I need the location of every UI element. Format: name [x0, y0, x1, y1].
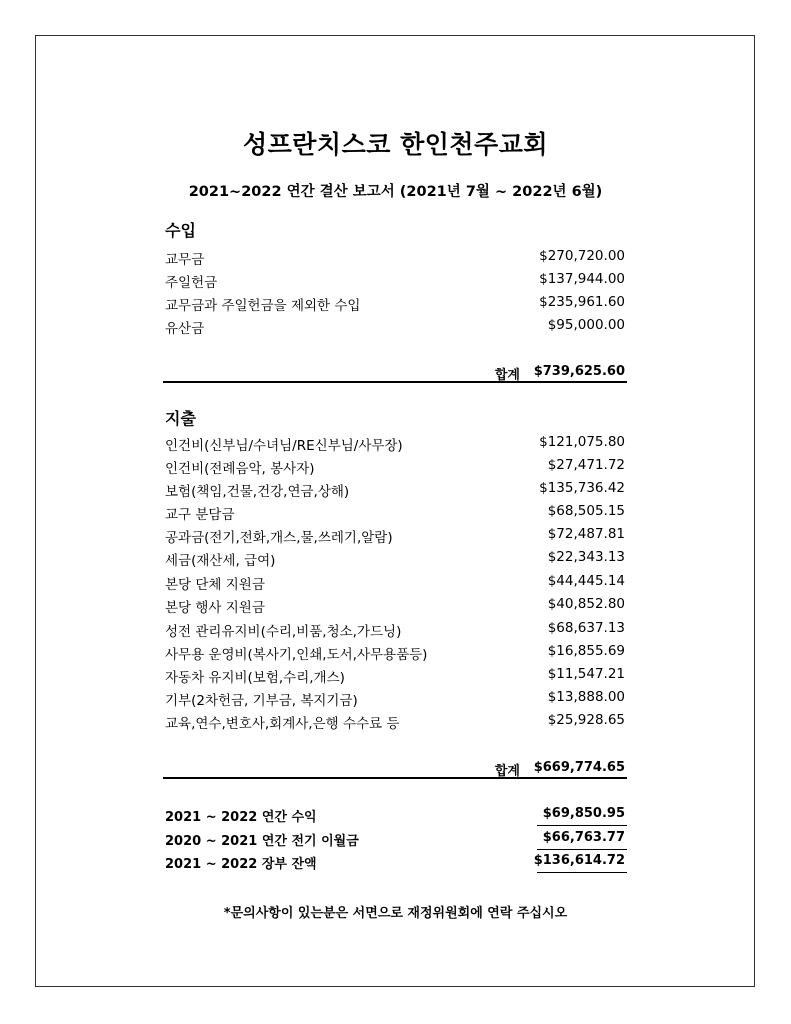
income-total-label: 합계: [494, 368, 520, 383]
summary-row: [165, 830, 625, 852]
summary-label: 2021 ~ 2022 장부 잔액: [165, 857, 317, 872]
income-amount: $95,000.00: [547, 317, 625, 333]
expense-row: [165, 666, 625, 688]
expense-amount: $11,547.21: [547, 666, 625, 682]
expense-label: 교육,연수,변호사,회계사,은행 수수료 등: [165, 716, 400, 732]
expense-label: 세금(재산세, 급여): [165, 553, 276, 569]
income-label: 교무금: [165, 252, 205, 268]
contact-note: *문의사항이 있는분은 서면으로 재정위원회에 연락 주십시오: [223, 906, 568, 921]
expense-amount: $27,471.72: [547, 457, 625, 473]
report-subtitle: 2021~2022 연간 결산 보고서 (2021년 7월 ~ 2022년 6월): [188, 184, 603, 200]
summary-label: 2021 ~ 2022 연간 수익: [165, 810, 317, 825]
expense-amount: $25,928.65: [547, 712, 625, 728]
summary-row: [165, 853, 625, 875]
income-row: [165, 271, 625, 293]
income-label: 주일헌금: [165, 275, 218, 291]
expense-row: [165, 573, 625, 595]
expense-amount: $135,736.42: [539, 480, 625, 496]
summary-underline: [537, 872, 627, 873]
expense-row: [165, 549, 625, 571]
income-divider: [163, 381, 627, 383]
expense-amount: $22,343.13: [547, 549, 625, 565]
expense-row: [165, 457, 625, 479]
expense-row: [165, 596, 625, 618]
expense-heading: 지출: [165, 409, 196, 428]
expense-total-amount: $669,774.65: [533, 760, 625, 775]
summary-row: [165, 806, 625, 828]
expense-amount: $44,445.14: [547, 573, 625, 589]
expense-row: [165, 434, 625, 456]
expense-row: [165, 503, 625, 525]
expense-amount: $68,505.15: [547, 503, 625, 519]
summary-amount: $69,850.95: [542, 806, 625, 821]
expense-label: 본당 단체 지원금: [165, 577, 265, 593]
expense-label: 보험(책임,건물,건강,연금,상해): [165, 484, 350, 500]
expense-label: 사무용 운영비(복사기,인쇄,도서,사무용품등): [165, 647, 428, 663]
income-heading: 수입: [165, 221, 196, 240]
expense-amount: $40,852.80: [547, 596, 625, 612]
summary-label: 2020 ~ 2021 연간 전기 이월금: [165, 834, 359, 849]
expense-label: 교구 분담금: [165, 507, 235, 523]
expense-divider: [163, 777, 627, 779]
expense-row: [165, 526, 625, 548]
expense-label: 기부(2차헌금, 기부금, 복지기금): [165, 693, 358, 709]
expense-row: [165, 480, 625, 502]
income-row: [165, 294, 625, 316]
expense-label: 공과금(전기,전화,개스,물,쓰레기,알람): [165, 530, 393, 546]
summary-amount: $66,763.77: [542, 830, 625, 845]
expense-amount: $68,637.13: [547, 620, 625, 636]
expense-amount: $121,075.80: [539, 434, 625, 450]
summary-amount: $136,614.72: [533, 853, 625, 868]
income-row: [165, 248, 625, 270]
expense-row: [165, 689, 625, 711]
expense-label: 성전 관리유지비(수리,비품,청소,가드닝): [165, 624, 402, 640]
expense-label: 본당 행사 지원금: [165, 600, 265, 616]
income-amount: $270,720.00: [539, 248, 625, 264]
income-label: 교무금과 주일헌금을 제외한 수입: [165, 298, 361, 314]
expense-total-label: 합계: [494, 764, 520, 779]
church-title: 성프란치스코 한인천주교회: [242, 130, 548, 159]
expense-amount: $16,855.69: [547, 643, 625, 659]
expense-row: [165, 643, 625, 665]
expense-row: [165, 712, 625, 734]
summary-underline: [537, 849, 627, 850]
income-label: 유산금: [165, 321, 205, 337]
summary-underline: [537, 825, 627, 826]
income-row: [165, 317, 625, 339]
expense-row: [165, 620, 625, 642]
income-total-amount: $739,625.60: [533, 364, 625, 379]
expense-amount: $72,487.81: [547, 526, 625, 542]
income-amount: $235,961.60: [539, 294, 625, 310]
expense-label: 인건비(신부님/수녀님/RE신부님/사무장): [165, 438, 403, 454]
expense-label: 인건비(전례음악, 봉사자): [165, 461, 315, 477]
expense-label: 자동차 유지비(보험,수리,개스): [165, 670, 345, 686]
expense-amount: $13,888.00: [547, 689, 625, 705]
income-amount: $137,944.00: [539, 271, 625, 287]
